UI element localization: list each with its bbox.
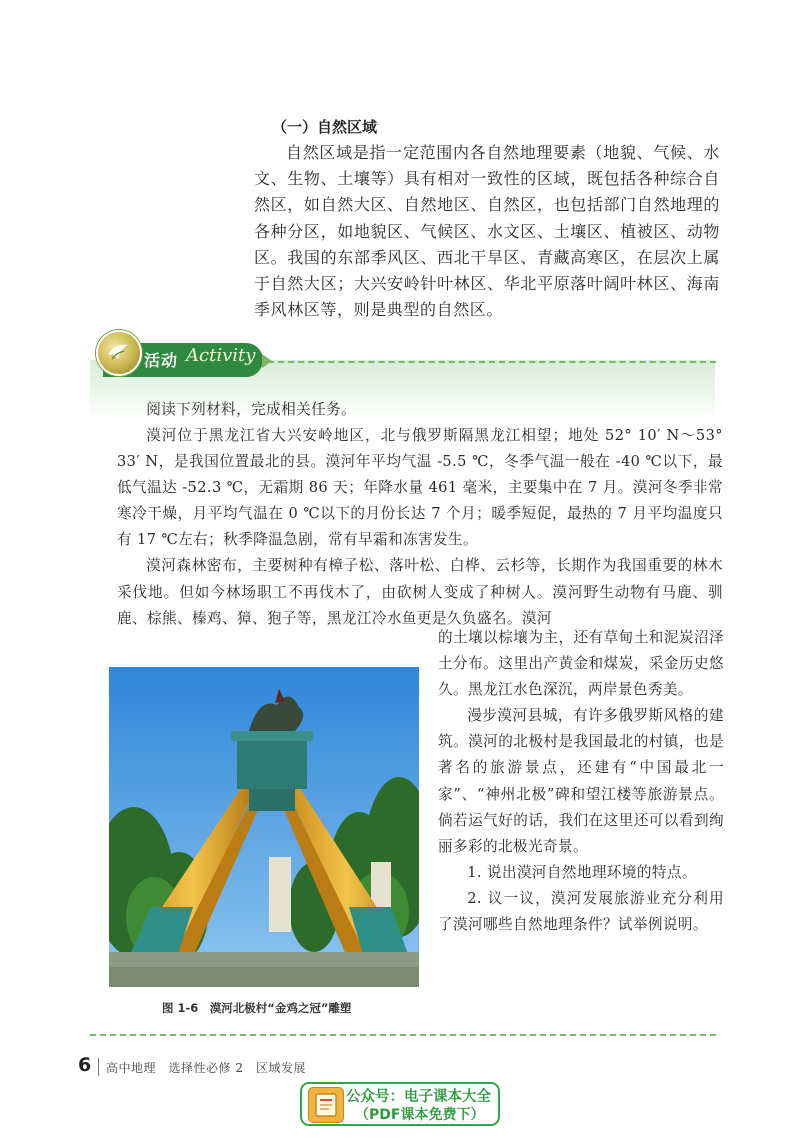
activity-intro-text: 阅读下列材料，完成相关任务。 [146,401,357,418]
footer-separator [98,1058,99,1076]
activity-paragraph-2: 漠河森林密布，主要树种有樟子松、落叶松、白桦、云杉等，长期作为我国重要的林木采伐地。但如今林场职工不再伐木了，由砍树人变成了种树人。漠河野生动物有马鹿、驯鹿、棕熊、榛鸡、獐、狍子等，黑龙江冷水鱼更是久负盛名。漠河 [117,557,723,627]
activity-task-2: 2. 议一议，漠河发展旅游业充分利用了漠河哪些自然地理条件？试举例说明。 [438,889,724,934]
arrow-right-icon [262,354,272,368]
activity-material [117,423,723,632]
activity-intro [117,397,723,423]
activity-emblem-icon [96,330,142,376]
watermark-line-2: （PDF课本免费下） [355,1107,485,1123]
activity-label-en: Activity [186,345,256,366]
section-paragraph: 自然区域是指一定范围内各自然地理要素（地貌、气候、水文、生物、土壤等）具有相对一致性的区域，既包括各种综合自然区，如自然大区、自然地区、自然区，也包括部门自然地理的各种分区，如地貌区、气候区、水文区、土壤区、植被区、动物区。我国的东部季风区、西北干旱区、青藏高寒区，在层次上属于自然大区；大兴安岭针叶林区、华北平原落叶阔叶林区、海南季风林区等，则是典型的自然区。 [254,143,720,320]
activity-paragraph-3: 漫步漠河县城，有许多俄罗斯风格的建筑。漠河的北极村是我国最北的村镇，也是著名的旅游景点，还建有“中国最北一家”、“神州北极”碑和望江楼等旅游景点。倘若运气好的话，我们在这里还可以看到绚丽多彩的北极光奇景。 [438,707,724,855]
section-heading: （一）自然区域 [272,118,378,136]
activity-paragraph-2-cont: 的土壤以棕壤为主，还有草甸土和泥炭沼泽土分布。这里出产黄金和煤炭，采金历史悠久。黑龙江水色深沉，两岸景色秀美。 [438,629,724,699]
book-title: 高中地理 选择性必修 2 区域发展 [106,1061,306,1075]
book-icon [308,1087,344,1123]
activity-task-1: 1. 说出漠河自然地理环境的特点。 [467,863,697,881]
activity-banner-divider [248,361,716,363]
activity-paragraph-1: 漠河位于黑龙江省大兴安岭地区，北与俄罗斯隔黑龙江相望；地处 52° 10′ N～53° 33′ N，是我国位置最北的县。漠河年平均气温 -5.5 ℃，冬季气温一般在 -40 ℃以下，最低气温达 -52.3 ℃，无霜期 86 天；年降水量 461 毫米，主要集中在 7 月。漠河冬季非常寒冷干燥，月平均气温在 0 ℃以下的月份长达 7 个月；暖季短促，最热的 7 月平均温度只有 17 ℃左右；秋季降温急剧，常有早霜和冻害发生。 [117,427,723,549]
figure-caption: 图 1-6 漠河北极村“金鸡之冠”雕塑 [162,1001,352,1015]
sculpture-photo [109,667,419,987]
footer-divider [90,1034,716,1036]
watermark-line-1: 公众号：电子课本大全 [346,1089,491,1105]
page-number: 6 [78,1054,92,1076]
activity-material-right [438,625,724,938]
activity-label: 活动 [144,351,179,370]
section-body [254,140,720,323]
